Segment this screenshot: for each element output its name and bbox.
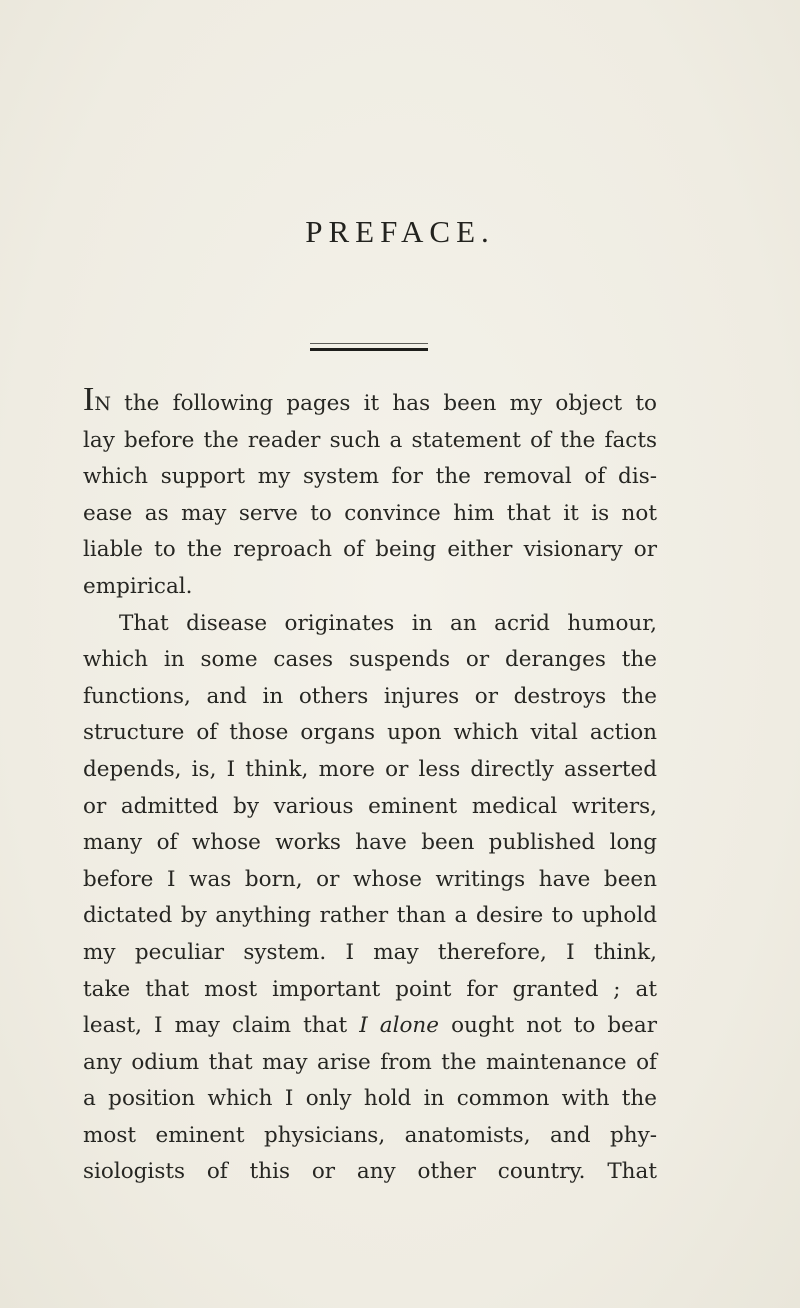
- italic-line-after: ought not to bear: [438, 1013, 657, 1039]
- drop-cap: I: [83, 381, 95, 418]
- paragraph-2-line: structure of those organs upon which vital action: [83, 720, 657, 746]
- drop-cap-continuation: N: [94, 393, 111, 415]
- paragraph-2-line: or admitted by various eminent medical writers,: [83, 793, 657, 819]
- paragraph-2-line: a position which I only hold in common with the: [83, 1086, 657, 1112]
- paragraph-2-line: any odium that may arise from the maintenance of: [83, 1049, 657, 1075]
- paragraph-1-line-1-text: the following pages it has been my object to: [110, 391, 657, 416]
- paragraph-2-line: before I was born, or whose writings have been: [83, 866, 657, 892]
- italic-line-before: least, I may claim that: [83, 1013, 360, 1039]
- paragraph-1-line: lay before the reader such a statement of the facts: [83, 427, 657, 453]
- paragraph-2-line: siologists of this or any other country. That: [83, 1159, 657, 1185]
- paragraph-2-line: which in some cases suspends or deranges the: [83, 647, 657, 673]
- heading-rule-thin: [310, 343, 428, 344]
- paragraph-2-line: dictated by anything rather than a desire to uphold: [83, 903, 657, 929]
- paragraph-2-line: most eminent physicians, anatomists, and phy-: [83, 1122, 657, 1148]
- preface-text: [83, 381, 657, 1191]
- paragraph-1-line: liable to the reproach of being either visionary or: [83, 537, 657, 563]
- page-heading: PREFACE.: [305, 214, 495, 249]
- paragraph-1-line: ease as may serve to convince him that it is not: [83, 500, 657, 526]
- paragraph-2-line: depends, is, I think, more or less directly asserted: [83, 756, 657, 782]
- paragraph-1-line: which support my system for the removal of dis-: [83, 464, 657, 490]
- italic-emphasis: I alone: [359, 1013, 439, 1039]
- paragraph-2-line: my peculiar system. I may therefore, I think,: [83, 939, 657, 965]
- paragraph-2-line: That disease originates in an acrid humour,: [119, 610, 657, 636]
- heading-rule-thick: [310, 348, 428, 351]
- paragraph-1-line-1: [83, 381, 657, 423]
- paragraph-2-line: take that most important point for granted ; at: [83, 976, 657, 1002]
- paragraph-2-italic-line: [83, 1008, 657, 1045]
- paragraph-2-line: functions, and in others injures or destroys the: [83, 683, 657, 709]
- paragraph-2-line: many of whose works have been published long: [83, 830, 657, 856]
- paragraph-1-line: empirical.: [83, 573, 193, 599]
